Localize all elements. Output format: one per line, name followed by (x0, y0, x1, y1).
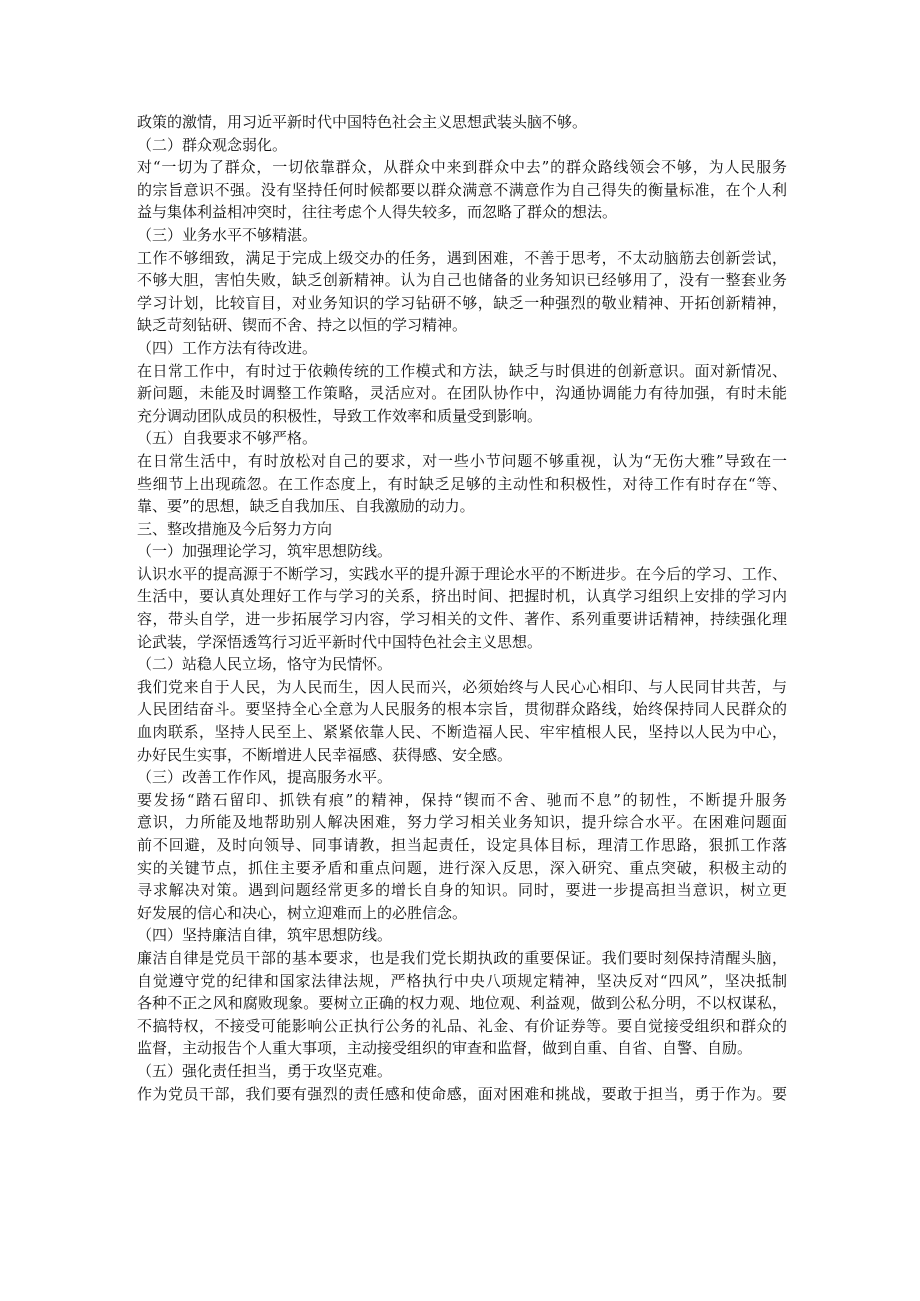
paragraph-line: 缺乏苛刻钻研、锲而不舍、持之以恒的学习精神。 (137, 316, 468, 335)
section-heading: （一）加强理论学习，筑牢思想防线。 (137, 542, 393, 561)
paragraph-line: 工作不够细致，满足于完成上级交办的任务，遇到困难，不善于思考，不太动脑筋去创新尝试， (137, 248, 787, 267)
section-heading: （三）业务水平不够精湛。 (137, 225, 318, 244)
paragraph-line: 人民团结奋斗。要坚持全心全意为人民服务的根本宗旨，贯彻群众路线，始终保持同人民群众的 (137, 700, 787, 719)
section-heading: （二）站稳人民立场，恪守为民情怀。 (137, 655, 393, 674)
paragraph-line: 好发展的信心和决心，树立迎难而上的必胜信念。 (137, 903, 468, 922)
section-heading: （二）群众观念弱化。 (137, 135, 288, 154)
section-heading: 三、整改措施及今后努力方向 (137, 519, 333, 538)
paragraph-line: 容，带头自学，进一步拓展学习内容，学习相关的文件、著作、系列重要讲话精神，持续强化理 (137, 610, 787, 629)
paragraph-line: 自觉遵守党的纪律和国家法律法规，严格执行中央八项规定精神，坚决反对“四风”，坚决抵制 (137, 971, 787, 990)
document-body (137, 111, 787, 1105)
paragraph-line: 充分调动团队成员的积极性，导致工作效率和质量受到影响。 (137, 406, 543, 425)
paragraph-line: 新问题，未能及时调整工作策略，灵活应对。在团队协作中，沟通协调能力有待加强，有时未能 (137, 384, 787, 403)
paragraph-line: 作为党员干部，我们要有强烈的责任感和使命感，面对困难和挑战，要敢于担当，勇于作为。要 (137, 1084, 787, 1103)
section-heading: （三）改善工作作风，提高服务水平。 (137, 768, 393, 787)
paragraph-line: 靠、要”的思想，缺乏自我加压、自我激励的动力。 (137, 497, 475, 516)
paragraph-line: 些细节上出现疏忽。在工作态度上，有时缺乏足够的主动性和积极性，对待工作有时存在“等、 (137, 474, 787, 493)
paragraph-line: 我们党来自于人民，为人民而生，因人民而兴，必须始终与人民心心相印、与人民同甘共苦，与 (137, 677, 787, 696)
paragraph-line: 要发扬“踏石留印、抓铁有痕”的精神，保持“锲而不舍、驰而不息”的韧性，不断提升服务 (137, 790, 787, 809)
paragraph-line: 对“一切为了群众，一切依靠群众，从群众中来到群众中去”的群众路线领会不够，为人民服务 (137, 158, 787, 177)
paragraph-line: 意识，力所能及地帮助别人解决困难，努力学习相关业务知识，提升综合水平。在困难问题面 (137, 813, 787, 832)
paragraph-line: 在日常工作中，有时过于依赖传统的工作模式和方法，缺乏与时俱进的创新意识。面对新情况、 (137, 361, 787, 380)
paragraph-line: 学习计划，比较盲目，对业务知识的学习钻研不够，缺乏一种强烈的敬业精神、开拓创新精神， (137, 293, 787, 312)
paragraph-line: 不搞特权，不接受可能影响公正执行公务的礼品、礼金、有价证券等。要自觉接受组织和群众的 (137, 1016, 787, 1035)
paragraph-line: 的宗旨意识不强。没有坚持任何时候都要以群众满意不满意作为自己得失的衡量标准，在个人利 (137, 180, 787, 199)
section-heading: （五）自我要求不够严格。 (137, 429, 318, 448)
paragraph-line: 益与集体利益相冲突时，往往考虑个人得失较多，而忽略了群众的想法。 (137, 203, 618, 222)
section-heading: （五）强化责任担当，勇于攻坚克难。 (137, 1061, 393, 1080)
section-heading: （四）坚持廉洁自律，筑牢思想防线。 (137, 926, 393, 945)
paragraph-line: 监督，主动报告个人重大事项，主动接受组织的审查和监督，做到自重、自省、自警、自励。 (137, 1039, 753, 1058)
paragraph-line: 在日常生活中，有时放松对自己的要求，对一些小节问题不够重视，认为“无伤大雅”导致在一 (137, 451, 787, 470)
paragraph-line: 政策的激情，用习近平新时代中国特色社会主义思想武装头脑不够。 (137, 113, 588, 131)
paragraph-line: 血肉联系，坚持人民至上、紧紧依靠人民、不断造福人民、牢牢植根人民，坚持以人民为中心， (137, 723, 787, 742)
paragraph-line: 认识水平的提高源于不断学习，实践水平的提升源于理论水平的不断进步。在今后的学习、工作、 (137, 564, 787, 583)
paragraph-line: 廉洁自律是党员干部的基本要求，也是我们党长期执政的重要保证。我们要时刻保持清醒头脑， (137, 948, 787, 967)
paragraph-line: 实的关键节点，抓住主要矛盾和重点问题，进行深入反思，深入研究、重点突破，积极主动的 (137, 858, 787, 877)
paragraph-line: 办好民生实事，不断增进人民幸福感、获得感、安全感。 (137, 745, 513, 764)
paragraph-line: 各种不正之风和腐败现象。要树立正确的权力观、地位观、利益观，做到公私分明，不以权谋私， (137, 994, 787, 1013)
paragraph-line: 不够大胆，害怕失败，缺乏创新精神。认为自己也储备的业务知识已经够用了，没有一整套业务 (137, 271, 787, 290)
paragraph-line: 前不回避，及时向领导、同事请教，担当起责任，设定具体目标，理清工作思路，狠抓工作落 (137, 836, 787, 854)
paragraph-line: 生活中，要认真处理好工作与学习的关系，挤出时间、把握时机，认真学习组织上安排的学习内 (137, 587, 787, 606)
paragraph-line: 寻求解决对策。遇到问题经常更多的增长自身的知识。同时，要进一步提高担当意识，树立更 (137, 881, 787, 900)
section-heading: （四）工作方法有待改进。 (137, 338, 318, 357)
paragraph-line: 论武装，学深悟透笃行习近平新时代中国特色社会主义思想。 (137, 632, 543, 651)
